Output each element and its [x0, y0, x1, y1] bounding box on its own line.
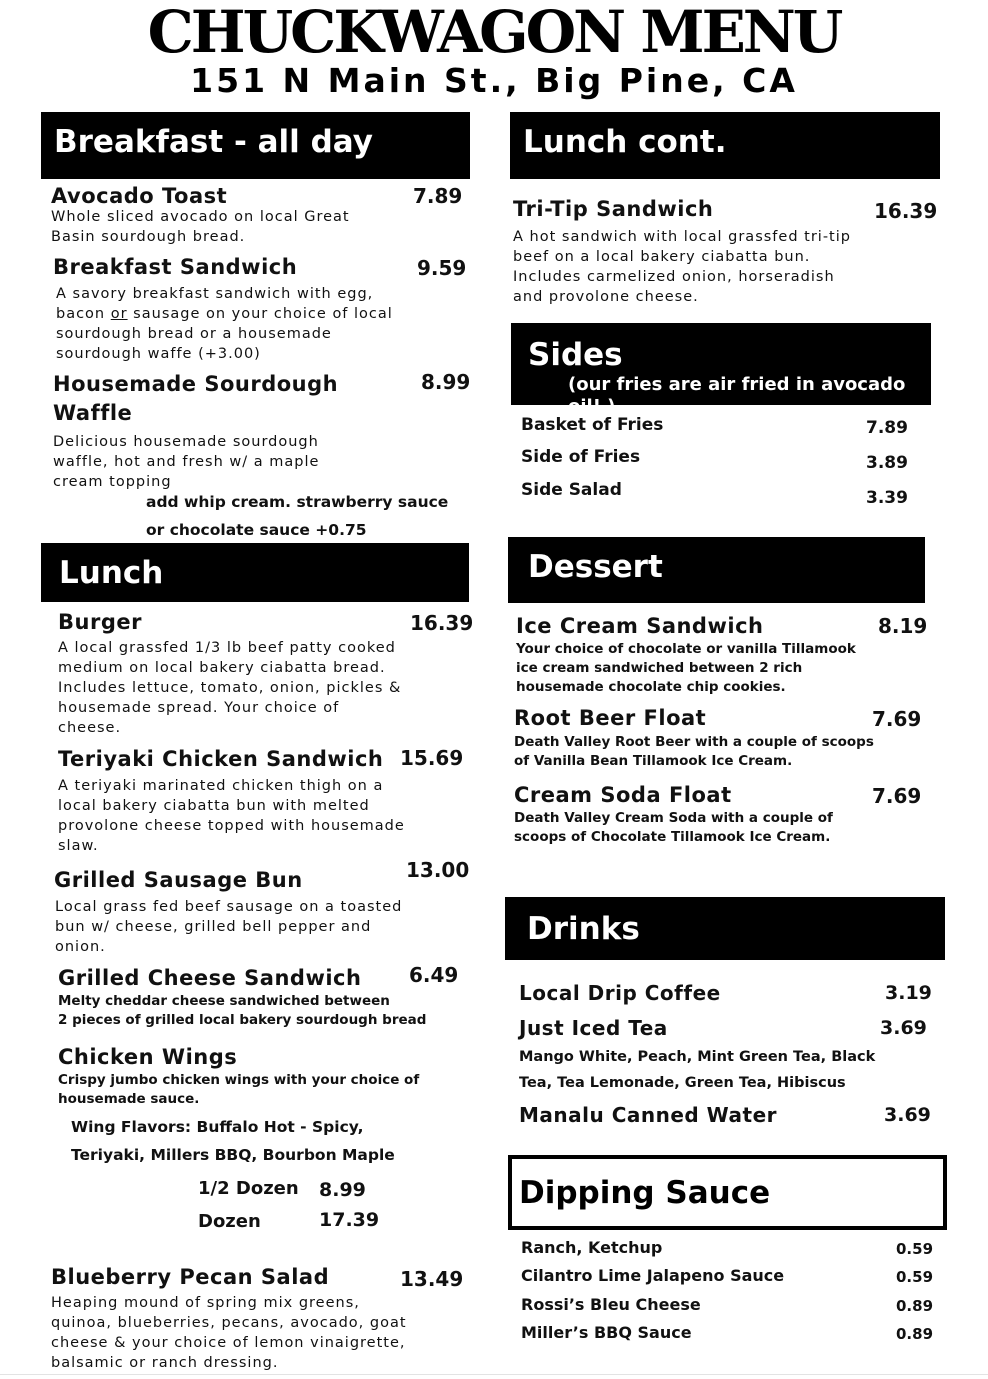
item-price: 16.39: [874, 199, 938, 223]
desc-line: ice cream sandwiched between 2 rich: [516, 660, 803, 676]
desc-line: [56, 304, 393, 324]
item-price: 13.49: [400, 1267, 464, 1291]
desc-line: Includes lettuce, tomato, onion, pickles &: [58, 680, 402, 696]
desc-line: A savory breakfast sandwich with egg,: [56, 286, 374, 302]
section-header-lunch-cont: [510, 112, 940, 179]
desc-line: onion.: [55, 939, 106, 955]
item-description: [58, 1071, 419, 1109]
item-description: [516, 640, 856, 697]
side-item-price: 3.89: [866, 453, 908, 473]
item-description: [55, 897, 402, 957]
sauce-price: 0.59: [896, 1240, 934, 1258]
item-name: Chicken Wings: [58, 1045, 238, 1069]
item-description: [56, 284, 393, 364]
desc-line: scoops of Chocolate Tillamook Ice Cream.: [514, 829, 831, 845]
drink-name: Manalu Canned Water: [519, 1103, 778, 1127]
item-description: [514, 733, 874, 771]
desc-line: A local grassfed 1/3 lb beef patty cooked: [58, 640, 396, 656]
desc-line: housemade spread. Your choice of: [58, 700, 340, 716]
item-price: 7.69: [872, 784, 922, 808]
desc-fragment: bacon: [56, 306, 111, 322]
desc-line: medium on local bakery ciabatta bread.: [58, 660, 386, 676]
item-description: [514, 809, 833, 847]
desc-line: slaw.: [58, 838, 99, 854]
page-bottom-divider: [0, 1374, 988, 1375]
section-header-breakfast: [41, 112, 470, 179]
tea-flavors-line: Mango White, Peach, Mint Green Tea, Black: [519, 1049, 876, 1065]
section-header-dessert: [508, 537, 925, 603]
sauce-price: 0.59: [896, 1268, 934, 1286]
item-name: Root Beer Float: [514, 706, 707, 730]
desc-line: local bakery ciabatta bun with melted: [58, 798, 370, 814]
sauce-price: 0.89: [896, 1297, 934, 1315]
item-price: 7.89: [413, 184, 463, 208]
section-header-dipping-sauce: [508, 1155, 947, 1230]
item-price: 6.49: [409, 963, 459, 987]
drink-price: 3.19: [885, 982, 932, 1004]
desc-line: 2 pieces of grilled local bakery sourdough bread: [58, 1012, 427, 1028]
desc-line: sourdough waffe (+3.00): [56, 346, 261, 362]
tea-flavors-line: Tea, Tea Lemonade, Green Tea, Hibiscus: [519, 1075, 846, 1091]
item-name-line: Waffle: [53, 401, 133, 425]
section-header-sides: [511, 323, 931, 417]
item-name: Blueberry Pecan Salad: [51, 1265, 330, 1289]
desc-line: housemade chocolate chip cookies.: [516, 679, 786, 695]
item-price: 8.99: [421, 370, 471, 394]
section-title-dessert: Dessert: [528, 549, 663, 585]
item-description: [513, 227, 851, 307]
desc-line: Local grass fed beef sausage on a toasted: [55, 899, 403, 915]
drink-name: Local Drip Coffee: [519, 981, 721, 1005]
item-name: Teriyaki Chicken Sandwich: [58, 747, 384, 771]
desc-line: Your choice of chocolate or vanilla Tillamook: [516, 641, 856, 657]
sauce-price: 0.89: [896, 1325, 934, 1343]
item-price: 13.00: [406, 858, 470, 882]
item-name: Burger: [58, 610, 142, 634]
item-description: [58, 638, 401, 738]
desc-line: sourdough bread or a housemade: [56, 326, 332, 342]
desc-line: balsamic or ranch dressing.: [51, 1355, 279, 1371]
addon-note-line: add whip cream. strawberry sauce: [146, 493, 449, 511]
menu-address: 151 N Main St., Big Pine, CA: [190, 61, 798, 100]
item-name: Cream Soda Float: [514, 783, 732, 807]
side-item-name: Side of Fries: [521, 447, 641, 467]
desc-line: Death Valley Cream Soda with a couple of: [514, 810, 833, 826]
desc-line: beef on a local bakery ciabatta bun.: [513, 249, 811, 265]
section-header-lunch: [41, 543, 469, 602]
wing-size-price: 17.39: [319, 1209, 380, 1231]
drink-price: 3.69: [880, 1017, 927, 1039]
desc-line: of Vanilla Bean Tillamook Ice Cream.: [514, 753, 793, 769]
sauce-name: Miller’s BBQ Sauce: [521, 1323, 692, 1342]
item-price: 16.39: [410, 611, 474, 635]
wing-size-label: 1/2 Dozen: [198, 1178, 299, 1199]
addon-note-line: or chocolate sauce +0.75: [146, 521, 367, 539]
desc-line: bun w/ cheese, grilled bell pepper and: [55, 919, 372, 935]
desc-line: cheese & your choice of lemon vinaigrette,: [51, 1335, 406, 1351]
side-item-price: 7.89: [866, 418, 908, 438]
menu-title: CHUCKWAGON MENU: [147, 0, 841, 66]
section-title-lunch: Lunch: [59, 555, 164, 591]
item-description: [58, 776, 405, 856]
wing-size-price: 8.99: [319, 1179, 366, 1201]
wing-flavors-line: Wing Flavors: Buffalo Hot - Spicy,: [71, 1118, 364, 1136]
section-title-lunch-cont: Lunch cont.: [523, 124, 727, 160]
desc-line: Delicious housemade sourdough: [53, 434, 319, 450]
item-name-line: Housemade Sourdough: [53, 372, 339, 396]
side-item-name: Basket of Fries: [521, 415, 664, 435]
sauce-name: Rossi’s Bleu Cheese: [521, 1295, 701, 1314]
item-price: 15.69: [400, 746, 464, 770]
item-price: 7.69: [872, 707, 922, 731]
desc-line: Includes carmelized onion, horseradish: [513, 269, 835, 285]
desc-line: A teriyaki marinated chicken thigh on a: [58, 778, 384, 794]
drink-price: 3.69: [884, 1104, 931, 1126]
desc-line: Whole sliced avocado on local Great: [51, 209, 350, 225]
item-name: Breakfast Sandwich: [53, 255, 298, 279]
desc-line: Basin sourdough bread.: [51, 229, 246, 245]
desc-fragment-underlined: or: [110, 306, 128, 322]
item-name: Avocado Toast: [51, 184, 228, 208]
section-subtitle-sides: (our fries are air fried in avocado oil! ): [568, 374, 906, 417]
section-title-drinks: Drinks: [527, 911, 640, 947]
desc-line: waffle, hot and fresh w/ a maple: [53, 454, 320, 470]
section-title-breakfast: Breakfast - all day: [54, 124, 373, 160]
item-description: [51, 1293, 407, 1373]
drink-name: Just Iced Tea: [519, 1016, 668, 1040]
desc-line: Crispy jumbo chicken wings with your choice of: [58, 1072, 420, 1088]
section-title-dipping-sauce: Dipping Sauce: [519, 1175, 771, 1211]
desc-line: Heaping mound of spring mix greens,: [51, 1295, 360, 1311]
wing-flavors-line: Teriyaki, Millers BBQ, Bourbon Maple: [71, 1146, 395, 1164]
section-title-sides: Sides: [528, 337, 623, 373]
desc-line: A hot sandwich with local grassfed tri-tip: [513, 229, 851, 245]
item-description: [53, 432, 319, 492]
item-name: Tri-Tip Sandwich: [513, 197, 714, 221]
section-header-drinks: [505, 897, 945, 960]
item-description: [58, 992, 426, 1030]
side-item-price: 3.39: [866, 488, 908, 508]
desc-line: cream topping: [53, 474, 172, 490]
item-name: Grilled Sausage Bun: [54, 868, 303, 892]
sauce-name: Ranch, Ketchup: [521, 1238, 663, 1257]
desc-line: cheese.: [58, 720, 122, 736]
desc-line: provolone cheese topped with housemade: [58, 818, 405, 834]
desc-fragment: sausage on your choice of local: [127, 306, 393, 322]
item-price: 9.59: [417, 256, 467, 280]
desc-line: housemade sauce.: [58, 1091, 200, 1107]
item-price: 8.19: [878, 614, 928, 638]
desc-line: quinoa, blueberries, pecans, avocado, goat: [51, 1315, 407, 1331]
desc-line: Melty cheddar cheese sandwiched between: [58, 993, 390, 1009]
wing-size-label: Dozen: [198, 1211, 261, 1232]
desc-line: and provolone cheese.: [513, 289, 699, 305]
sauce-name: Cilantro Lime Jalapeno Sauce: [521, 1266, 785, 1285]
item-name: Ice Cream Sandwich: [516, 614, 764, 638]
item-name: Grilled Cheese Sandwich: [58, 966, 362, 990]
item-description: [51, 207, 350, 247]
side-item-name: Side Salad: [521, 480, 622, 500]
desc-line: Death Valley Root Beer with a couple of scoops: [514, 734, 874, 750]
